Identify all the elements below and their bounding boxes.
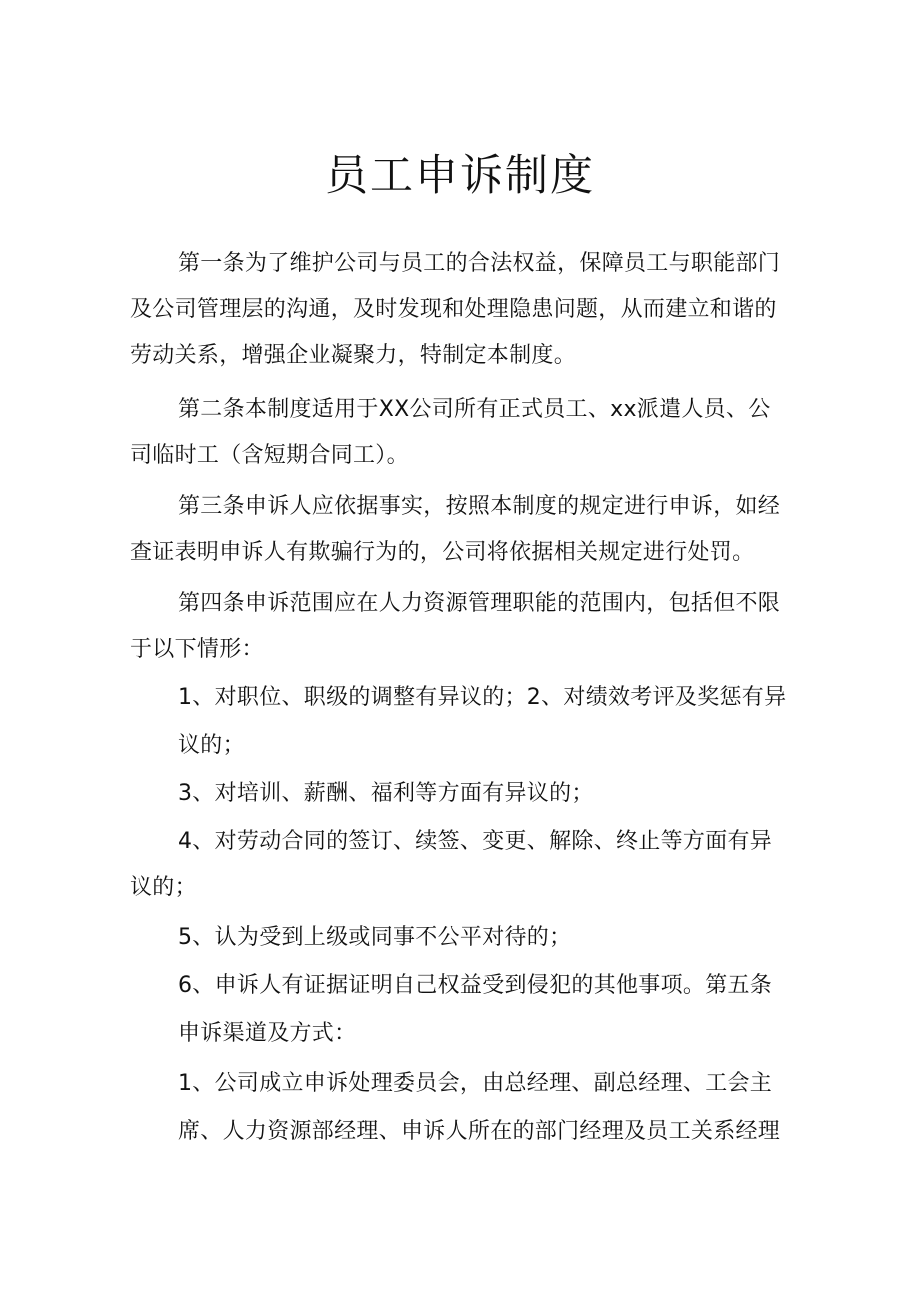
article-2-line-1: 第二条本制度适用于XX公司所有正式员工、xx派遣人员、公 xyxy=(178,397,771,422)
list-item-4-line-1: 4、对劳动合同的签订、续签、变更、解除、终止等方面有异 xyxy=(178,829,773,854)
article-1-line-3: 劳动关系，增强企业凝聚力，特制定本制度。 xyxy=(130,343,577,368)
article-5-line-2: 申诉渠道及方式： xyxy=(178,1021,357,1046)
list-item-4-line-2: 议的； xyxy=(130,875,197,900)
article-5-item-1-line-1: 1、公司成立申诉处理委员会，由总经理、副总经理、工会主 xyxy=(178,1071,773,1096)
article-5-item-1-line-2: 席、人力资源部经理、申诉人所在的部门经理及员工关系经理 xyxy=(178,1119,781,1144)
article-1-line-2: 及公司管理层的沟通，及时发现和处理隐患问题，从而建立和谐的 xyxy=(130,297,777,322)
list-item-2-continued: 议的； xyxy=(178,733,245,758)
list-item-5: 5、认为受到上级或同事不公平对待的； xyxy=(178,925,572,950)
article-2-line-2: 司临时工（含短期合同工）。 xyxy=(130,443,409,468)
article-3-line-1: 第三条申诉人应依据事实，按照本制度的规定进行申诉，如经 xyxy=(178,494,781,519)
article-4-line-2: 于以下情形： xyxy=(130,637,264,662)
list-item-6-line-1: 6、申诉人有证据证明自己权益受到侵犯的其他事项。第五条 xyxy=(178,973,773,998)
article-3-line-2: 查证表明申诉人有欺骗行为的，公司将依据相关规定进行处罚。 xyxy=(130,540,755,565)
article-1-line-1: 第一条为了维护公司与员工的合法权益，保障员工与职能部门 xyxy=(178,251,781,276)
list-item-3: 3、对培训、薪酬、福利等方面有异议的； xyxy=(178,781,594,806)
document-title: 员工申诉制度 xyxy=(325,151,595,201)
article-4-line-1: 第四条申诉范围应在人力资源管理职能的范围内，包括但不限 xyxy=(178,591,781,616)
list-item-1-2: 1、对职位、职级的调整有异议的；2、对绩效考评及奖惩有异 xyxy=(178,685,787,710)
